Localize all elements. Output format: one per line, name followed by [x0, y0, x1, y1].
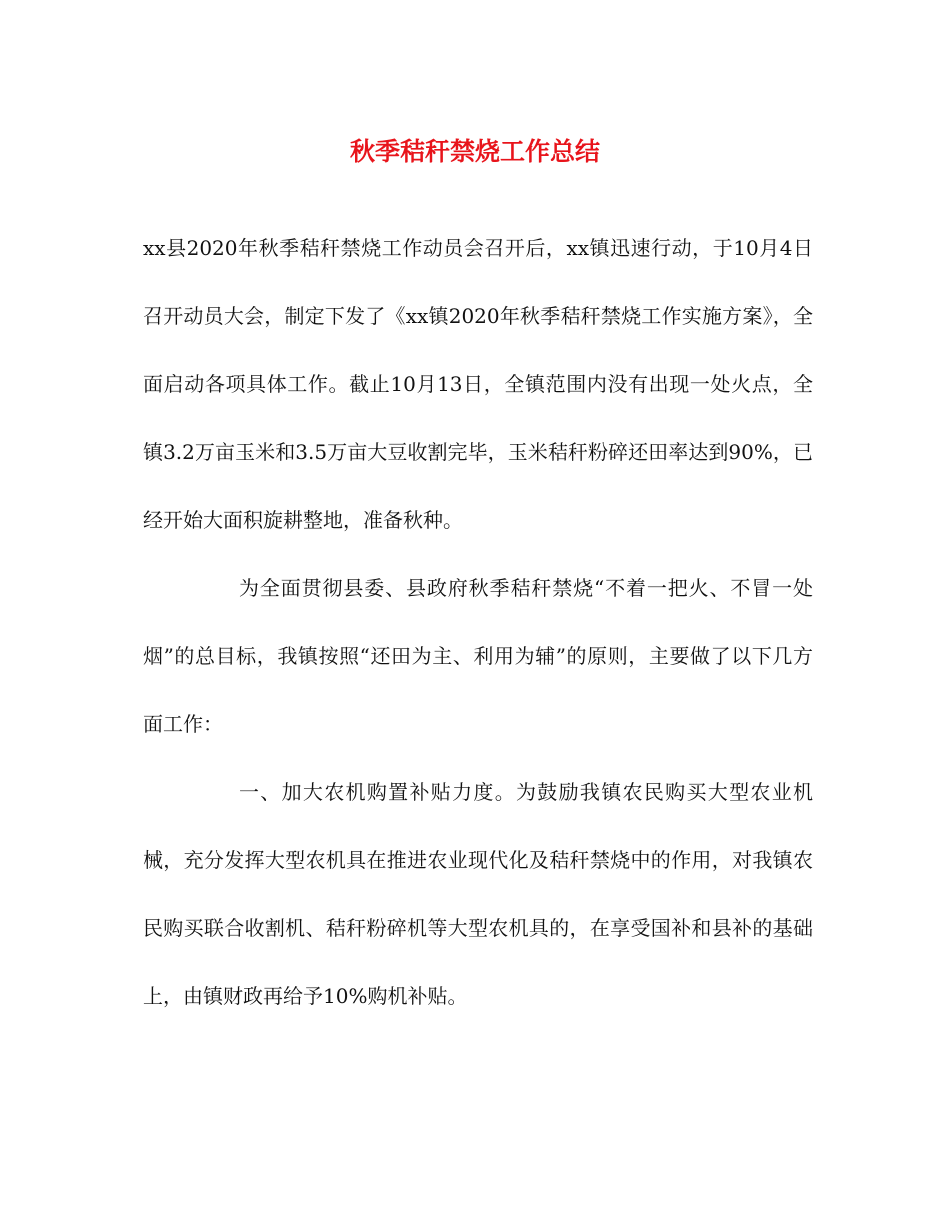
paragraph-intro: xx县2020年秋季秸秆禁烧工作动员会召开后，xx镇迅速行动，于10月4日召开动员大会，制定下发了《xx镇2020年秋季秸秆禁烧工作实施方案》，全面启动各项具体工作。截止10月13日，全镇范围内没有出现一处火点，全镇3.2万亩玉米和3.5万亩大豆收割完毕，玉米秸秆粉碎还田率达到90%，已经开始大面积旋耕整地，准备秋种。 — [143, 236, 813, 532]
document-body — [143, 214, 813, 1030]
paragraph-item-1: 一、加大农机购置补贴力度。为鼓励我镇农民购买大型农业机械，充分发挥大型农机具在推进农业现代化及秸秆禁烧中的作用，对我镇农民购买联合收割机、秸秆粉碎机等大型农机具的，在享受国补和县补的基础上，由镇财政再给予10%购机补贴。 — [143, 780, 813, 1008]
document-title: 秋季秸秆禁烧工作总结 — [349, 137, 600, 166]
paragraph-goal: 为全面贯彻县委、县政府秋季秸秆禁烧“不着一把火、不冒一处烟”的总目标，我镇按照“还田为主、利用为辅”的原则，主要做了以下几方面工作： — [143, 576, 813, 736]
